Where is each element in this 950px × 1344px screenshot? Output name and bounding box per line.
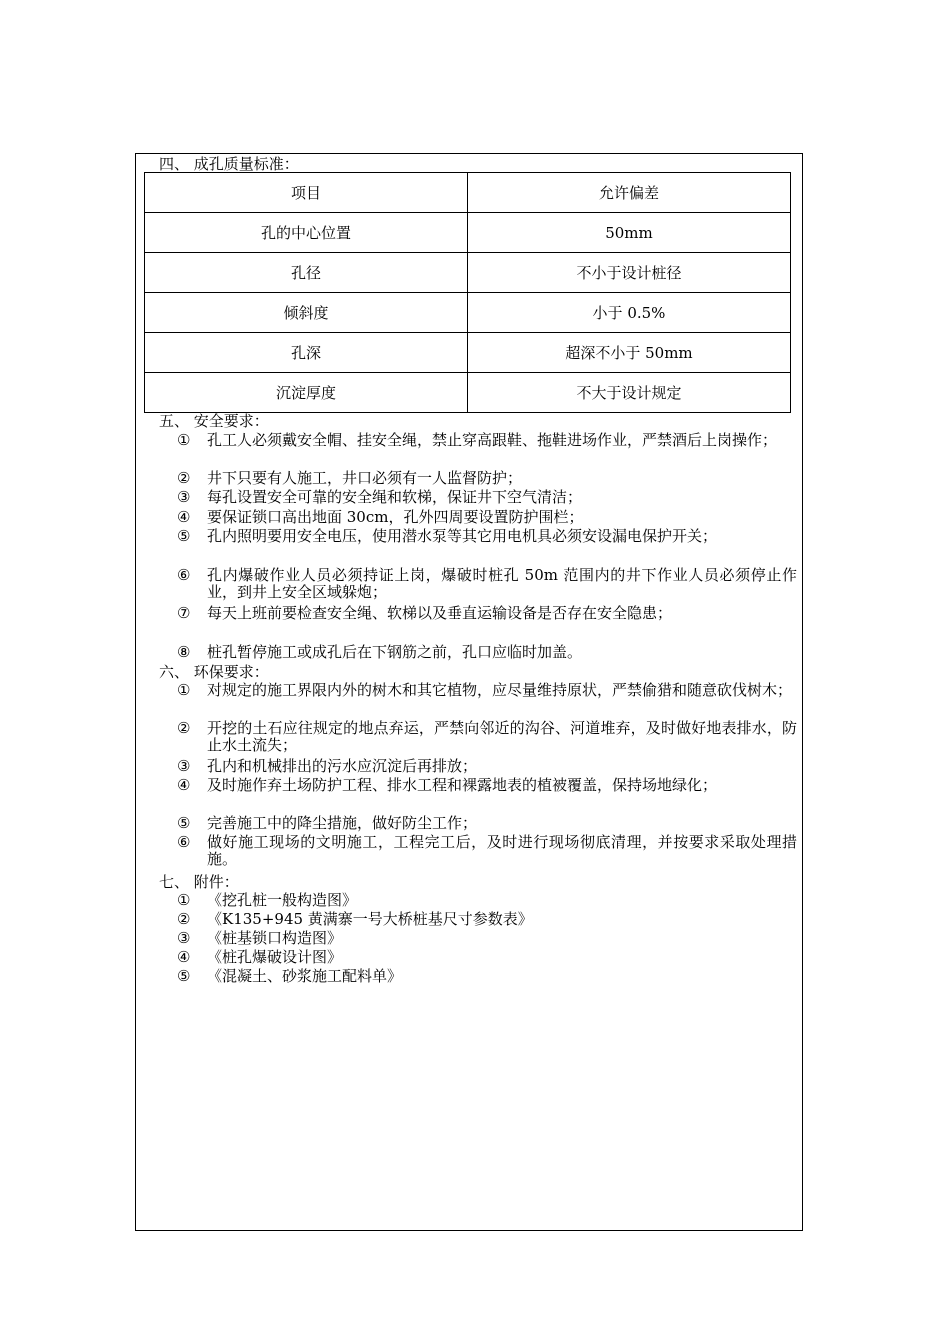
attachment-title: 《K135+945 黄满寨一号大桥桩基尺寸参数表》 (207, 910, 533, 928)
attachment-item (177, 930, 797, 947)
quality-standard-table (144, 172, 791, 413)
section-7-heading: 七、 附件： (159, 873, 239, 891)
list-item-text: 完善施工中的降尘措施，做好防尘工作； (207, 814, 478, 832)
list-item-number: ① (177, 891, 191, 909)
table-header-cell: 允许偏差 (468, 173, 791, 213)
table-cell-tolerance: 不小于设计桩径 (468, 253, 791, 293)
table-row (145, 253, 791, 293)
list-item-number: ① (177, 681, 191, 699)
list-item-text: 桩孔暂停施工或成孔后在下钢筋之前，孔口应临时加盖。 (207, 643, 583, 661)
attachment-title: 《桩基锁口构造图》 (207, 929, 343, 947)
list-item-number: ⑧ (177, 643, 191, 661)
attachment-title: 《混凝土、砂浆施工配料单》 (207, 967, 403, 985)
table-cell-item: 倾斜度 (145, 293, 468, 333)
list-item (177, 567, 797, 601)
list-item (177, 777, 797, 794)
list-item (177, 489, 797, 506)
table-cell-tolerance: 50mm (468, 213, 791, 253)
list-item-number: ② (177, 719, 191, 737)
table-cell-item: 沉淀厚度 (145, 373, 468, 413)
table-row (145, 333, 791, 373)
list-item-text: 孔工人必须戴安全帽、挂安全绳，禁止穿高跟鞋、拖鞋进场作业，严禁酒后上岗操作； (207, 431, 778, 449)
table-header-row (145, 173, 791, 213)
list-item-number: ⑤ (177, 527, 191, 545)
list-item-text: 孔内和机械排出的污水应沉淀后再排放； (207, 757, 478, 775)
list-item (177, 509, 797, 526)
attachment-title: 《挖孔桩一般构造图》 (207, 891, 358, 909)
list-item-text: 开挖的土石应往规定的地点弃运，严禁向邻近的沟谷、河道堆弃，及时做好地表排水，防止水土流失； (207, 719, 797, 754)
list-item-number: ③ (177, 757, 191, 775)
section-6-heading: 六、 环保要求： (159, 663, 269, 681)
attachment-item (177, 892, 797, 909)
list-item-text: 对规定的施工界限内外的树木和其它植物，应尽量维持原状，严禁偷猎和随意砍伐树木； (207, 681, 793, 699)
list-item-text: 每孔设置安全可靠的安全绳和软梯，保证井下空气清洁； (207, 488, 583, 506)
list-item-number: ⑥ (177, 566, 191, 584)
list-item-number: ② (177, 469, 191, 487)
list-item (177, 528, 797, 545)
list-item-text: 做好施工现场的文明施工，工程完工后，及时进行现场彻底清理，并按要求采取处理措施。 (207, 833, 797, 868)
list-item-text: 孔内爆破作业人员必须持证上岗，爆破时桩孔 50m 范围内的井下作业人员必须停止作业，到井上安全区域躲炮； (207, 566, 797, 601)
attachment-item (177, 968, 797, 985)
list-item-text: 要保证锁口高出地面 30cm，孔外四周要设置防护围栏； (207, 508, 584, 526)
list-item (177, 432, 797, 449)
list-item (177, 470, 797, 487)
table-cell-item: 孔径 (145, 253, 468, 293)
list-item-text: 每天上班前要检查安全绳、软梯以及垂直运输设备是否存在安全隐患； (207, 604, 673, 622)
attachment-item (177, 911, 797, 928)
list-item-text: 孔内照明要用安全电压，使用潜水泵等其它用电机具必须安设漏电保护开关； (207, 527, 718, 545)
attachment-title: 《桩孔爆破设计图》 (207, 948, 343, 966)
list-item-number: ① (177, 431, 191, 449)
list-item (177, 644, 797, 661)
list-item-number: ⑤ (177, 967, 191, 985)
list-item (177, 720, 797, 754)
table-row (145, 293, 791, 333)
list-item-number: ③ (177, 929, 191, 947)
list-item-number: ④ (177, 948, 191, 966)
list-item (177, 605, 797, 622)
section-5-heading: 五、 安全要求： (159, 412, 269, 430)
list-item-number: ⑦ (177, 604, 191, 622)
table-row (145, 373, 791, 413)
list-item-number: ④ (177, 776, 191, 794)
table-cell-tolerance: 超深不小于 50mm (468, 333, 791, 373)
list-item-number: ⑤ (177, 814, 191, 832)
list-item (177, 834, 797, 868)
table-cell-item: 孔的中心位置 (145, 213, 468, 253)
table-row (145, 213, 791, 253)
table-cell-tolerance: 小于 0.5% (468, 293, 791, 333)
list-item-number: ④ (177, 508, 191, 526)
table-cell-tolerance: 不大于设计规定 (468, 373, 791, 413)
list-item-number: ⑥ (177, 833, 191, 851)
table-header-cell: 项目 (145, 173, 468, 213)
list-item (177, 682, 797, 699)
list-item (177, 758, 797, 775)
attachment-item (177, 949, 797, 966)
list-item-number: ② (177, 910, 191, 928)
list-item-text: 及时施作弃土场防护工程、排水工程和裸露地表的植被覆盖，保持场地绿化； (207, 776, 718, 794)
list-item (177, 815, 797, 832)
list-item-number: ③ (177, 488, 191, 506)
table-cell-item: 孔深 (145, 333, 468, 373)
section-4-heading: 四、 成孔质量标准： (159, 155, 299, 173)
list-item-text: 井下只要有人施工，井口必须有一人监督防护； (207, 469, 523, 487)
